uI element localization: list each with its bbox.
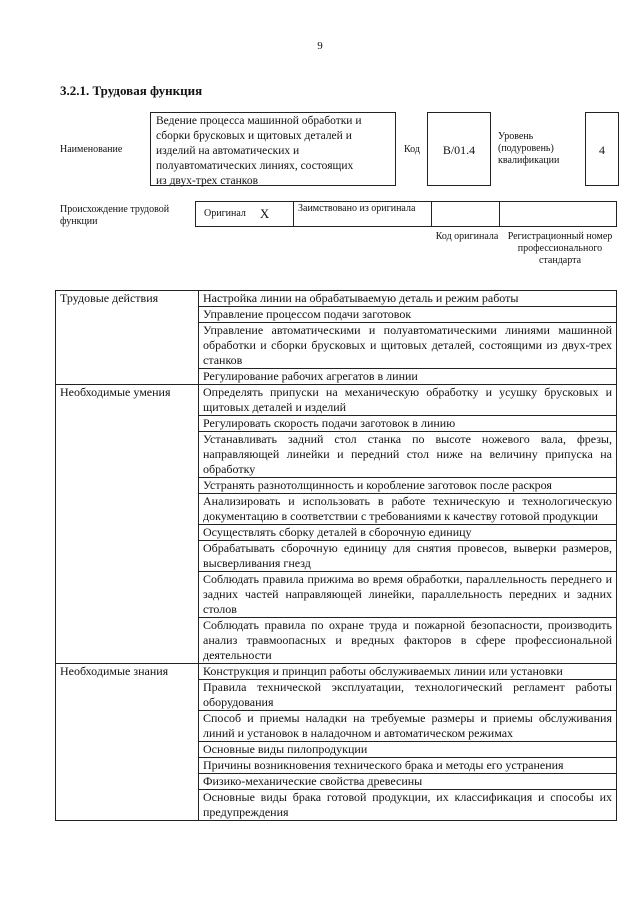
qualification-level: 4 (585, 112, 619, 186)
section-item: Регулирование рабочих агрегатов в линии (199, 369, 617, 385)
section-heading: 3.2.1. Трудовая функция (60, 83, 203, 98)
function-name-box (150, 112, 396, 186)
section-item: Осуществлять сборку деталей в сборочную единицу (199, 525, 617, 541)
page-number: 9 (317, 40, 323, 52)
section-item: Определять припуски на механическую обработку и усушку брусковых и щитовых деталей и изделий (199, 385, 617, 416)
section-item: Устанавливать задний стол станка по высоте ножевого вала, фрезы, направляющей линейки и передний стол ниже на величину припуска на обработку (199, 432, 617, 478)
section-item: Причины возникновения технического брака и методы его устранения (199, 758, 617, 774)
section-item: Управление процессом подачи заготовок (199, 307, 617, 323)
section-item: Устранять разнотолщинность и коробление заготовок после раскроя (199, 478, 617, 494)
reg-number-label: Регистрационный номер профессионального стандарта (507, 231, 613, 266)
section-item: Соблюдать правила прижима во время обработки, параллельность переднего и задних частей направляющей линейки, параллельность передних и задних столов (199, 572, 617, 618)
function-name-line: полуавтоматических линиях, состоящих (156, 160, 354, 172)
table-row (56, 291, 617, 307)
function-code: B/01.4 (427, 112, 491, 186)
borrowed-label: Заимствовано из оригинала (294, 202, 432, 226)
origin-original-cell (196, 202, 294, 226)
level-label: Уровень (подуровень) квалификации (498, 131, 560, 166)
reg-number-cell (500, 202, 616, 226)
section-item: Соблюдать правила по охране труда и пожарной безопасности, производить анализ травмоопасных и вредных факторов в сфере профессиональной деятельности (199, 618, 617, 664)
section-title: Трудовые действия (56, 291, 199, 385)
section-item: Настройка линии на обрабатываемую деталь и режим работы (199, 291, 617, 307)
code-original-cell (432, 202, 500, 226)
origin-table (195, 201, 617, 227)
function-name-line: Ведение процесса машинной обработки и (156, 115, 362, 127)
section-item: Способ и приемы наладки на требуемые размеры и приемы обслуживания линий и установок в наладочном и автоматическом режимах (199, 711, 617, 742)
table-row (56, 664, 617, 680)
section-item: Анализировать и использовать в работе техническую и технологическую документацию в соответствии с требованиями к качеству готовой продукции (199, 494, 617, 525)
section-item: Регулировать скорость подачи заготовок в линию (199, 416, 617, 432)
original-mark: X (259, 206, 270, 221)
function-name-line: изделий на автоматических и (156, 145, 300, 157)
section-title: Необходимые умения (56, 385, 199, 664)
function-name-line: сборки брусковых и щитовых деталей и (156, 130, 352, 142)
function-name-line: из двух-трех станков (156, 175, 258, 187)
table-row (56, 385, 617, 416)
section-title: Необходимые знания (56, 664, 199, 821)
code-label: Код (404, 144, 420, 155)
section-item: Конструкция и принцип работы обслуживаемых линии или установки (199, 664, 617, 680)
section-item: Основные виды брака готовой продукции, их классификация и способы их предупреждения (199, 790, 617, 821)
original-label: Оригинал (204, 208, 246, 219)
name-label: Наименование (60, 144, 123, 155)
section-item: Управление автоматическими и полуавтоматическими линиями машинной обработки и сборки брусковых и щитовых деталей, состоящими из двух-трех станков (199, 323, 617, 369)
origin-label: Происхождение трудовой функции (60, 204, 170, 227)
section-item: Обрабатывать сборочную единицу для снятия провесов, выверки размеров, высверливания гнезд (199, 541, 617, 572)
section-item: Основные виды пилопродукции (199, 742, 617, 758)
code-original-label: Код оригинала (435, 231, 499, 242)
section-item: Физико-механические свойства древесины (199, 774, 617, 790)
function-details-table (55, 290, 617, 821)
section-item: Правила технической эксплуатации, технологический регламент работы оборудования (199, 680, 617, 711)
